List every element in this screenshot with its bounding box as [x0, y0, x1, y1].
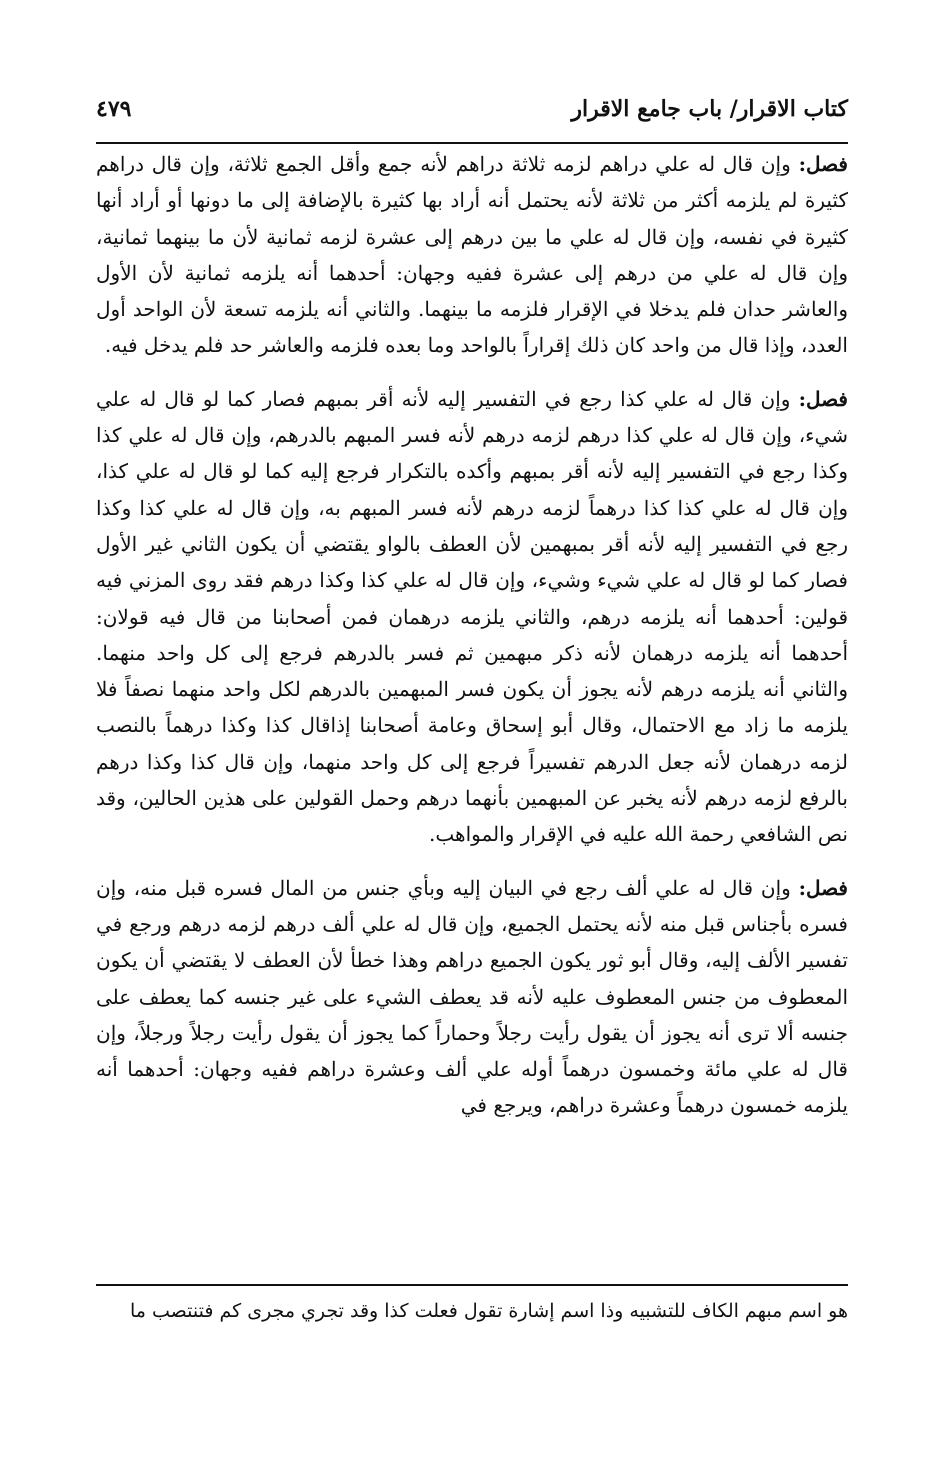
paragraph-1	[96, 146, 848, 364]
header-rule	[96, 142, 848, 144]
paragraph-text: وإن قال له علي ألف رجع في البيان إليه وبأي جنس من المال فسره قبل منه، وإن فسره بأجناس قبل منه لأنه يحتمل الجميع، وإن قال له علي ألف درهم لزمه درهم ورجع في تفسير الألف إليه، وقال أبو ثور يكون الجميع دراهم وهذا خطأ لأن العطف لا يقتضي أن يكون المعطوف من جنس المعطوف عليه لأنه قد يعطف الشيء على غير جنسه كما يعطف على جنسه ألا ترى أنه يجوز أن يقول رأيت رجلاً وحماراً كما يجوز أن يقول رأيت رجلاً ورجلاً، وإن قال له علي مائة وخمسون درهماً أوله علي ألف وعشرة دراهم ففيه وجهان: أحدهما أنه يلزمه خمسون درهماً وعشرة دراهم، ويرجع في	[96, 875, 848, 1118]
footnote: هو اسم مبهم الكاف للتشبيه وذا اسم إشارة تقول فعلت كذا وقد تجري مجرى كم فتنتصب ما	[130, 1300, 848, 1322]
paragraph-text: وإن قال له علي دراهم لزمه ثلاثة دراهم لأنه جمع وأقل الجمع ثلاثة، وإن قال دراهم كثيرة لم يلزمه أكثر من ثلاثة لأنه يحتمل أنه أراد بها كثيرة بالإضافة إلى ما دونها أو أراد أنها كثيرة في نفسه، وإن قال له علي ما بين درهم إلى عشرة لزمه ثمانية لأن ما بينهما ثمانية، وإن قال له علي من درهم إلى عشرة ففيه وجهان: أحدهما أنه يلزمه ثمانية لأن الأول والعاشر حدان فلم يدخلا في الإقرار فلزمه ما بينهما. والثاني أنه يلزمه تسعة لأن الواحد أول العدد، وإذا قال من واحد كان ذلك إقراراً بالواحد وما بعده فلزمه والعاشر حد فلم يدخل فيه.	[96, 152, 848, 358]
section-label: فصل:	[798, 875, 848, 900]
paragraph-3	[96, 870, 848, 1124]
page-number: ٤٧٩	[96, 96, 132, 122]
running-title: كتاب الاقرار/ باب جامع الاقرار	[571, 96, 848, 122]
section-label: فصل:	[798, 152, 848, 176]
footnote-rule	[96, 1284, 848, 1286]
paragraph-2	[96, 381, 848, 853]
section-label: فصل:	[798, 386, 848, 411]
paragraph-text: وإن قال له علي كذا رجع في التفسير إليه لأنه أقر بمبهم فصار كما لو قال له علي شيء، وإن قال له علي كذا درهم لزمه درهم لأنه فسر المبهم بالدرهم، وإن قال له علي كذا وكذا رجع في التفسير إليه لأنه أقر بمبهم وأكده بالتكرار فرجع إليه كما لو قال له علي كذا، وإن قال له علي كذا كذا درهماً لزمه درهم لأنه فسر المبهم به، وإن قال له علي كذا وكذا رجع في التفسير إليه لأنه أقر بمبهمين لأن العطف بالواو يقتضي أن يكون الثاني غير الأول فصار كما لو قال له علي شيء وشيء، وإن قال له علي كذا وكذا درهم فقد روى المزني فيه قولين: أحدهما أنه يلزمه درهم، والثاني يلزمه درهمان فمن أصحابنا من قال فيه قولان: أحدهما أنه يلزمه درهمان لأنه ذكر مبهمين ثم فسر بالدرهم فرجع إلى كل واحد منهما. والثاني أنه يلزمه درهم لأنه يجوز أن يكون فسر المبهمين بالدرهم لكل واحد منهما نصفاً فلا يلزمه ما زاد مع الاحتمال، وقال أبو إسحاق وعامة أصحابنا إذاقال كذا وكذا درهماً بالنصب لزمه درهمان لأنه جعل الدرهم تفسيراً فرجع إلى كل واحد منهما، وإن قال كذا وكذا درهم بالرفع لزمه درهم لأنه يخبر عن المبهمين بأنهما درهم وحمل القولين على هذين الحالين، وقد نص الشافعي رحمة الله عليه في الإقرار والمواهب.	[96, 386, 848, 847]
main-text	[96, 146, 848, 1141]
page-header	[96, 92, 848, 136]
